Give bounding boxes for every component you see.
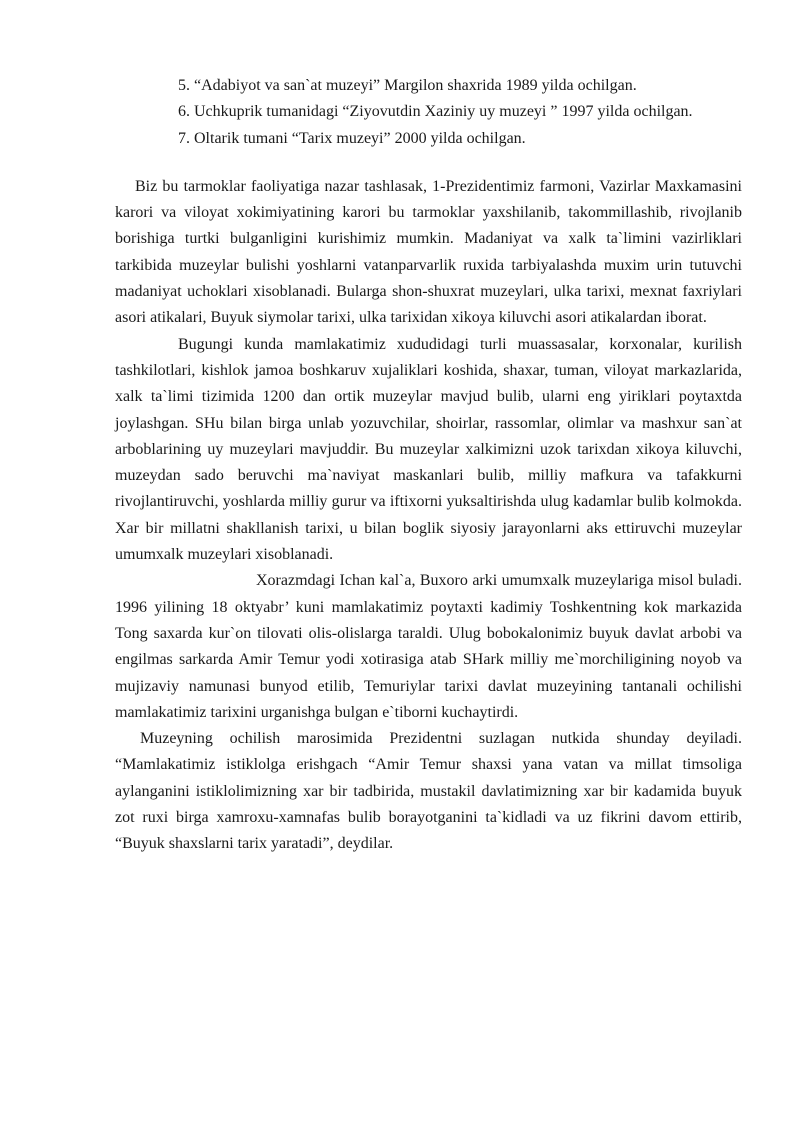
paragraph: Bugungi kunda mamlakatimiz xududidagi turli muassasalar, korxonalar, kurilish tashkilotlari, kishlok jamoa boshkaruv xujaliklari koshida, shaxar, tuman, viloyat markazlarida, xalk ta`limi tizimida 1200 dan ortik muzeylar mavjud bulib, ularni eng yiriklari poytaxtda joylashgan. SHu bilan birga unlab yozuvchilar, shoirlar, rassomlar, olimlar va mashxur san`at arboblarining uy muzeylari mavjuddir. Bu muzeylar xalkimizni uzok tarixdan xikoya kiluvchi, muzeydan sado beruvchi ma`naviyat maskanlari bulib, milliy mafkura va tafakkurni rivojlantiruvchi, yoshlarda milliy gurur va iftixorni yuksaltirishda ulug kadamlar bulib kolmokda. Xar bir millatni shakllanish tarixi, u bilan boglik siyosiy jarayonlarni aks ettiruvchi muzeylar umumxalk muzeylari xisoblanadi.: [115, 335, 742, 564]
document-body: [115, 73, 742, 858]
list-item: 5. “Adabiyot va san`at muzeyi” Margilon shaxrida 1989 yilda ochilgan.: [178, 77, 637, 94]
paragraph: Biz bu tarmoklar faoliyatiga nazar tashlasak, 1-Prezidentimiz farmoni, Vazirlar Maxkamasini karori va viloyat xokimiyatining karori bu tarmoklar yaxshilanib, takommillashib, rivojlanib borishiga turtki bulganligini kurishimiz mumkin. Madaniyat va xalk ta`limini vazirliklari tarkibida muzeylar bulishi yoshlarni vatanparvarlik ruxida tarbiyalashda muxim urin tutuvchi madaniyat uchoklari xisoblanadi. Bularga shon-shuxrat muzeylari, ulka tarixi, mexnat faxriylari asori atikalari, Buyuk siymolar tarixi, ulka tarixidan xikoya kiluvchi asori atikalardan iborat.: [115, 177, 742, 327]
list-item: 7. Oltarik tumani “Tarix muzeyi” 2000 yilda ochilgan.: [178, 129, 526, 147]
paragraph: Xorazmdagi Ichan kal`a, Buxoro arki umumxalk muzeylariga misol buladi. 1996 yilining 18 oktyabr’ kuni mamlakatimiz poytaxti kadimiy Toshkentning kok markazida Tong saxarda kur`on tilovati olis-olislarga taraldi. Ulug bobokalonimiz buyuk davlat arbobi va engilmas sarkarda Amir Temur yodi xotirasiga atab SHark milliy me`morchiligining noyob va mujizaviy namunasi bunyod etilib, Temuriylar tarixi davlat muzeyining tantanali ochilishi mamlakatimiz tarixini urganishga bulgan e`tiborni kuchaytirdi.: [115, 572, 742, 721]
paragraph: Muzeyning ochilish marosimida Prezidentni suzlagan nutkida shunday deyiladi. “Mamlakatimiz istiklolga erishgach “Amir Temur shaxsi yana vatan va millat timsoliga aylanganini istiklolimizning xar bir tadbirida, mustakil davlatimizning xar bir kadamida buyuk zot ruxi birga xamroxu-xamnafas bulib borayotganini ta`kidladi va uz fikrini davom ettirib, “Buyuk shaxslarni tarix yaratadi”, deydilar.: [115, 730, 742, 853]
spacer: [115, 152, 742, 174]
list-item: 6. Uchkuprik tumanidagi “Ziyovutdin Xaziniy uy muzeyi ” 1997 yilda ochilgan.: [178, 103, 693, 121]
